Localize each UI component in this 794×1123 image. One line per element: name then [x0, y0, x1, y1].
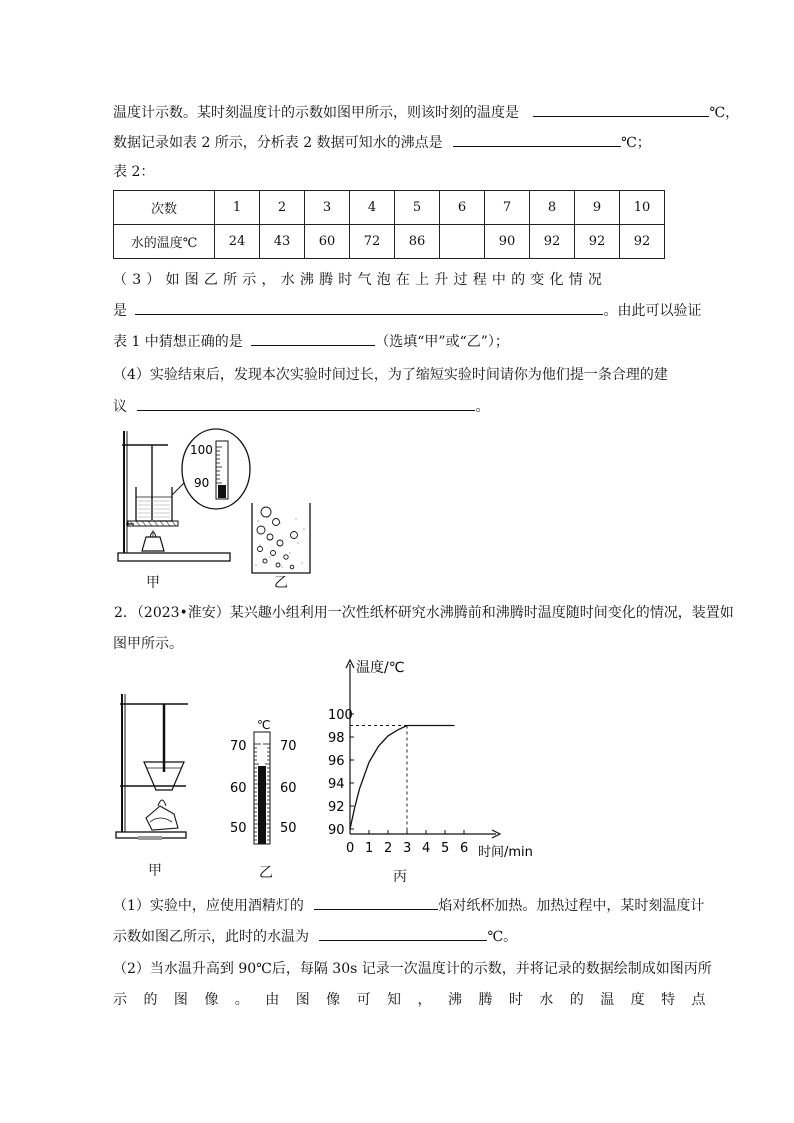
q1-part4-line2: [113, 396, 489, 417]
thermo-tick-60-right: 60: [280, 781, 297, 796]
q2-thermometer-figure: [224, 716, 304, 846]
q1-part3-guess: 表 1 中猜想正确的是: [113, 334, 243, 350]
y-tick-label: 96: [328, 754, 345, 769]
q2-intro-line1: 2．（2023•淮安）某兴趣小组利用一次性纸杯研究水沸腾前和沸腾时温度随时间变化的情况，装置如: [114, 605, 734, 621]
table-cell: 9: [575, 191, 620, 225]
q2-part1-water-temp: 示数如图乙所示，此时的水温为: [113, 929, 309, 945]
q1-line1: [113, 102, 739, 123]
q1-part3-is: 是: [113, 303, 127, 319]
q1-line1-unit: ℃，: [709, 105, 740, 121]
answer-blank-boiling-point[interactable]: [453, 132, 621, 147]
thermo-tick-60-left: 60: [230, 781, 247, 796]
thermo-tick-70-left: 70: [230, 739, 247, 754]
x-tick-label: 2: [384, 841, 393, 856]
x-axis-label: 时间/min: [478, 845, 533, 860]
table-cell: 1: [215, 191, 260, 225]
q1-part3-line3: [113, 331, 509, 352]
table-label: 表 2：: [113, 164, 155, 180]
table-cell: 43: [260, 225, 305, 259]
table-cell-empty[interactable]: [440, 225, 485, 259]
y-tick-label: 94: [328, 777, 345, 792]
thermo-tick-70-right: 70: [280, 739, 297, 754]
y-tick-label: 98: [328, 731, 345, 746]
table-header-temperature: 水的温度℃: [114, 225, 215, 259]
series-line: [350, 726, 455, 830]
answer-blank-guess[interactable]: [251, 331, 375, 346]
answer-blank-temperature[interactable]: [533, 102, 709, 117]
y-tick-label: 100: [328, 708, 353, 723]
table-cell: 92: [575, 225, 620, 259]
q2-part2-line1: （2）当水温升高到 90℃后，每隔 30s 记录一次温度计的示数，并将记录的数据绘制成如图丙所: [113, 961, 712, 977]
table-cell: 24: [215, 225, 260, 259]
table-cell: 92: [620, 225, 665, 259]
table-cell: 72: [350, 225, 395, 259]
thermo-label-100: 100: [190, 443, 213, 457]
q1-apparatus-figure: [110, 425, 340, 590]
q2-apparatus-figure: [112, 688, 212, 848]
y-axis-label: 温度/℃: [356, 660, 405, 676]
answer-blank-flame[interactable]: [314, 895, 438, 910]
table-cell: 7: [485, 191, 530, 225]
thermo-unit: ℃: [257, 718, 271, 732]
thermo-tick-50-right: 50: [280, 821, 297, 836]
answer-blank-suggestion[interactable]: [137, 396, 475, 411]
table-cell: 2: [260, 191, 305, 225]
answer-blank-bubble-change[interactable]: [135, 300, 603, 315]
table-cell: 60: [305, 225, 350, 259]
y-tick-label: 90: [328, 823, 345, 838]
q2-part1-unit: ℃。: [487, 929, 518, 945]
q2-part2-line2: 示 的 图 像 。 由 图 像 可 知 ， 沸 腾 时 水 的 温 度 特 点: [113, 992, 712, 1008]
thermo-label-90: 90: [194, 476, 210, 490]
q1-line2: [113, 132, 651, 153]
answer-blank-water-temp[interactable]: [319, 926, 487, 941]
x-tick-label: 6: [460, 841, 469, 856]
temperature-time-chart: [320, 654, 550, 864]
table-cell: 8: [530, 191, 575, 225]
table-cell: 90: [485, 225, 530, 259]
q1-line2-text: 数据记录如表 2 所示，分析表 2 数据可知水的沸点是: [113, 135, 443, 151]
table-cell: 10: [620, 191, 665, 225]
caption-jia-2: 甲: [148, 863, 162, 879]
q1-part4-line1: （4）实验结束后，发现本次实验时间过长，为了缩短实验时间请你为他们提一条合理的建: [113, 367, 668, 383]
table-cell: 5: [395, 191, 440, 225]
q1-line2-unit: ℃；: [621, 135, 651, 151]
caption-jia-1: 甲: [146, 575, 160, 591]
q2-part1-line2: [113, 926, 517, 947]
table-row-count: [114, 191, 665, 225]
table-cell: 92: [530, 225, 575, 259]
q1-line1-text: 温度计示数。某时刻温度计的示数如图甲所示，则该时刻的温度是: [113, 105, 519, 121]
table-cell: 6: [440, 191, 485, 225]
q1-part3-suffix: 。由此可以验证: [603, 303, 702, 319]
thermo-tick-50-left: 50: [230, 821, 247, 836]
data-table-2: [113, 190, 665, 259]
table-cell: 4: [350, 191, 395, 225]
caption-yi-1: 乙: [274, 575, 288, 591]
table-row-temperature: [114, 225, 665, 259]
q1-part3-line2: [113, 300, 701, 321]
caption-bing: 丙: [393, 869, 407, 885]
x-tick-label: 5: [441, 841, 450, 856]
q1-part3-choice: （选填“甲”或“乙”）；: [375, 334, 509, 350]
y-tick-label: 92: [328, 800, 345, 815]
q2-part1-line1: [113, 895, 704, 916]
q1-part4-suggest: 议: [113, 399, 127, 415]
q2-part1-suffix: 焰对纸杯加热。加热过程中，某时刻温度计: [438, 898, 705, 914]
table-cell: 3: [305, 191, 350, 225]
q2-part1-text: （1）实验中，应使用酒精灯的: [113, 898, 304, 914]
caption-yi-2: 乙: [259, 865, 273, 881]
x-tick-label: 4: [422, 841, 431, 856]
x-tick-label: 3: [403, 841, 412, 856]
q1-part4-end: 。: [475, 399, 490, 415]
x-tick-label: 1: [365, 841, 374, 856]
table-cell: 86: [395, 225, 440, 259]
q2-intro-line2: 图甲所示。: [113, 636, 183, 652]
x-tick-label: 0: [346, 841, 355, 856]
table-header-count: 次数: [114, 191, 215, 225]
q1-part3-line1: （3）如图乙所示，水沸腾时气泡在上升过程中的变化情况: [113, 272, 608, 288]
